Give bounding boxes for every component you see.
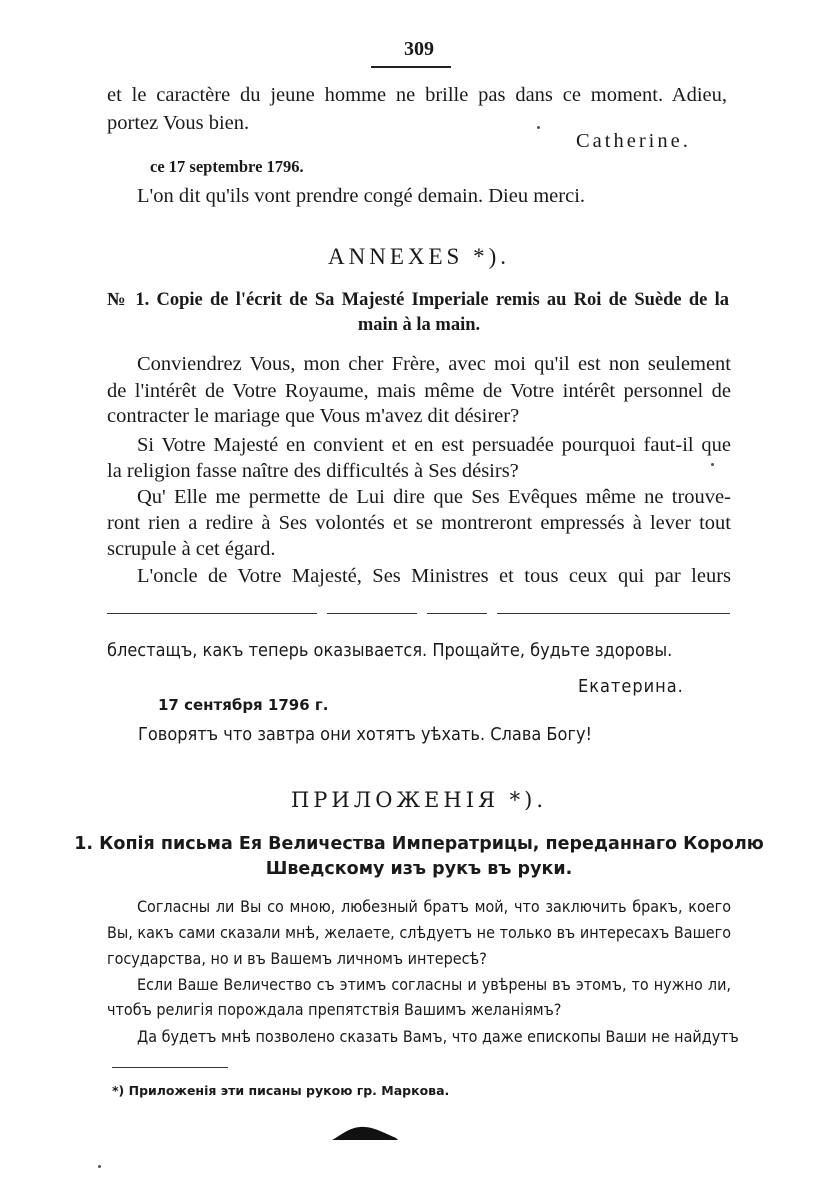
speck-3 [98, 1165, 101, 1168]
fr-line-2: portez Vous bien. [107, 112, 250, 134]
ru-body-line-4: Если Ваше Величество съ этимъ согласны и увѣрены въ этомъ, то нужно ли, [137, 975, 731, 994]
footnote-rule [112, 1067, 228, 1068]
ru-body-line-6: Да будетъ мнѣ позволено сказать Вамъ, что даже епископы Ваши не найдутъ [137, 1027, 739, 1046]
ru-body-line-2: Вы, какъ сами сказали мнѣ, желаете, слѣдуетъ не только въ интересахъ Вашего [107, 923, 731, 942]
fr-annexes-heading: ANNEXES *). [328, 244, 510, 269]
fr-body-line-8: scrupule à cet égard. [107, 538, 276, 560]
ru-annexes-heading: ПРИЛОЖЕНІЯ *). [290, 788, 548, 812]
footnote: *) Приложенія эти писаны рукою гр. Маркова. [112, 1083, 450, 1098]
ru-doc-title-line-1: 1. Копія письма Ея Величества Императрицы, переданнаго Королю [74, 834, 764, 854]
speck-1 [537, 126, 540, 129]
ru-body-line-1: Согласны ли Вы со мною, любезный братъ мой, что заключить бракъ, коего [137, 897, 731, 916]
separator-segment-1 [107, 613, 317, 614]
ru-body-line-3: государства, но и въ Вашемъ личномъ интересѣ? [107, 949, 487, 968]
ru-date: 17 сентября 1796 г. [158, 696, 329, 714]
fr-body-line-3: contracter le mariage que Vous m'avez dit désirer? [107, 405, 520, 427]
page-number-rule [371, 66, 451, 68]
speck-2 [711, 463, 714, 466]
fr-body-line-4: Si Votre Majesté en convient et en est persuadée pourquoi faut-il que [137, 434, 731, 456]
fr-body-line-1: Conviendrez Vous, mon cher Frère, avec moi qu'il est non seulement [137, 353, 731, 375]
fr-postscript: L'on dit qu'ils vont prendre congé demain. Dieu merci. [137, 185, 586, 207]
fr-body-line-5: la religion fasse naître des difficultés à Ses désirs? [107, 460, 519, 482]
separator-segment-4 [497, 613, 730, 614]
separator-segment-3 [427, 613, 487, 614]
fr-date: ce 17 septembre 1796. [150, 157, 304, 176]
fr-body-line-7: ront rien a redire à Ses volontés et se montreront empressés à lever tout [107, 512, 731, 534]
page-number: 309 [404, 38, 434, 60]
fr-body-line-2: de l'intérêt de Votre Royaume, mais même de Votre intérêt personnel de [107, 380, 731, 402]
fr-doc-title-line-2: main à la main. [357, 315, 481, 335]
ru-doc-title-line-2: Шведскому изъ рукъ въ руки. [265, 859, 573, 879]
ru-body-line-5: чтобъ религія порождала препятствія Вашимъ желаніямъ? [107, 1000, 562, 1019]
fr-body-line-9: L'oncle de Votre Majesté, Ses Ministres et tous ceux qui par leurs [137, 565, 731, 587]
ru-signature: Екатерина. [578, 676, 684, 697]
fr-doc-title-line-1: № 1. Copie de l'écrit de Sa Majesté Imperiale remis au Roi de Suède de la [107, 290, 729, 310]
ornament-icon [330, 1122, 400, 1144]
fr-body-line-6: Qu' Elle me permette de Lui dire que Ses Evêques même ne trouve- [137, 486, 731, 508]
ru-first-line: блестащъ, какъ теперь оказывается. Прощайте, будьте здоровы. [107, 640, 673, 661]
ru-postscript: Говорятъ что завтра они хотятъ уѣхать. Слава Богу! [138, 724, 593, 745]
fr-line-1: et le caractère du jeune homme ne brille pas dans ce moment. Adieu, [107, 84, 727, 106]
fr-signature: Catherine. [576, 130, 691, 152]
separator-segment-2 [327, 613, 417, 614]
